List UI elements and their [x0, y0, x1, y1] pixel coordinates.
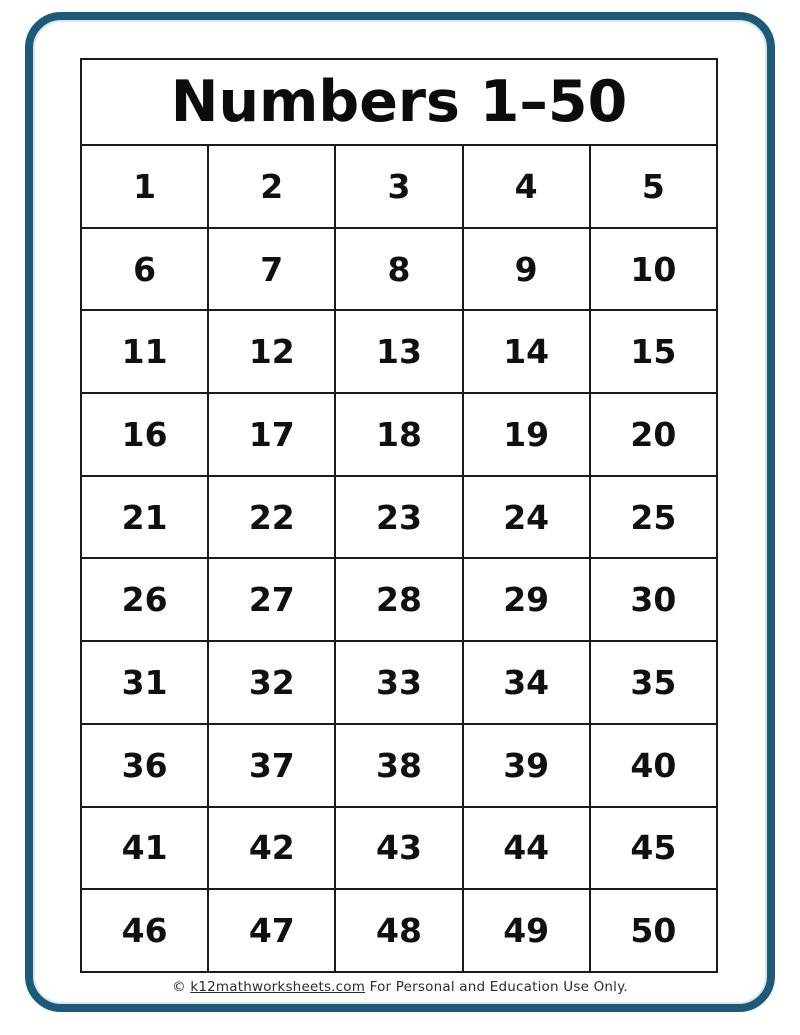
number-cell: 19 — [463, 393, 590, 476]
title-row — [81, 59, 717, 145]
number-cell: 48 — [335, 889, 462, 972]
number-cell: 23 — [335, 476, 462, 559]
number-cell: 14 — [463, 310, 590, 393]
number-cell: 42 — [208, 807, 335, 890]
number-cell: 11 — [81, 310, 208, 393]
number-cell: 31 — [81, 641, 208, 724]
table-row — [81, 310, 717, 393]
number-cell: 47 — [208, 889, 335, 972]
copyright-symbol: © — [172, 979, 186, 995]
table-row — [81, 641, 717, 724]
number-cell: 45 — [590, 807, 717, 890]
table-row — [81, 558, 717, 641]
number-cell: 33 — [335, 641, 462, 724]
table-row — [81, 889, 717, 972]
number-cell: 38 — [335, 724, 462, 807]
number-cell: 37 — [208, 724, 335, 807]
number-cell: 5 — [590, 145, 717, 228]
number-cell: 28 — [335, 558, 462, 641]
number-cell: 36 — [81, 724, 208, 807]
number-cell: 9 — [463, 228, 590, 311]
table-row — [81, 145, 717, 228]
worksheet-title: Numbers 1–50 — [81, 59, 717, 145]
number-cell: 22 — [208, 476, 335, 559]
number-cell: 30 — [590, 558, 717, 641]
number-cell: 26 — [81, 558, 208, 641]
number-cell: 1 — [81, 145, 208, 228]
number-cell: 29 — [463, 558, 590, 641]
number-cell: 15 — [590, 310, 717, 393]
number-cell: 12 — [208, 310, 335, 393]
number-cell: 39 — [463, 724, 590, 807]
number-cell: 40 — [590, 724, 717, 807]
number-cell: 7 — [208, 228, 335, 311]
footer-usage-text: For Personal and Education Use Only. — [369, 979, 628, 995]
number-cell: 3 — [335, 145, 462, 228]
number-cell: 16 — [81, 393, 208, 476]
number-cell: 2 — [208, 145, 335, 228]
number-cell: 50 — [590, 889, 717, 972]
number-cell: 4 — [463, 145, 590, 228]
number-cell: 20 — [590, 393, 717, 476]
number-cell: 32 — [208, 641, 335, 724]
number-cell: 6 — [81, 228, 208, 311]
number-cell: 46 — [81, 889, 208, 972]
number-cell: 41 — [81, 807, 208, 890]
number-cell: 24 — [463, 476, 590, 559]
number-cell: 44 — [463, 807, 590, 890]
table-row — [81, 724, 717, 807]
number-cell: 10 — [590, 228, 717, 311]
number-cell: 17 — [208, 393, 335, 476]
number-cell: 21 — [81, 476, 208, 559]
number-cell: 34 — [463, 641, 590, 724]
numbers-table — [80, 58, 718, 973]
table-row — [81, 228, 717, 311]
number-cell: 27 — [208, 558, 335, 641]
number-cell: 49 — [463, 889, 590, 972]
table-row — [81, 393, 717, 476]
number-cell: 13 — [335, 310, 462, 393]
number-cell: 18 — [335, 393, 462, 476]
table-row — [81, 807, 717, 890]
number-cell: 25 — [590, 476, 717, 559]
footer-link[interactable]: k12mathworksheets.com — [190, 979, 366, 995]
footer — [0, 979, 800, 995]
number-cell: 8 — [335, 228, 462, 311]
number-cell: 35 — [590, 641, 717, 724]
number-cell: 43 — [335, 807, 462, 890]
table-row — [81, 476, 717, 559]
